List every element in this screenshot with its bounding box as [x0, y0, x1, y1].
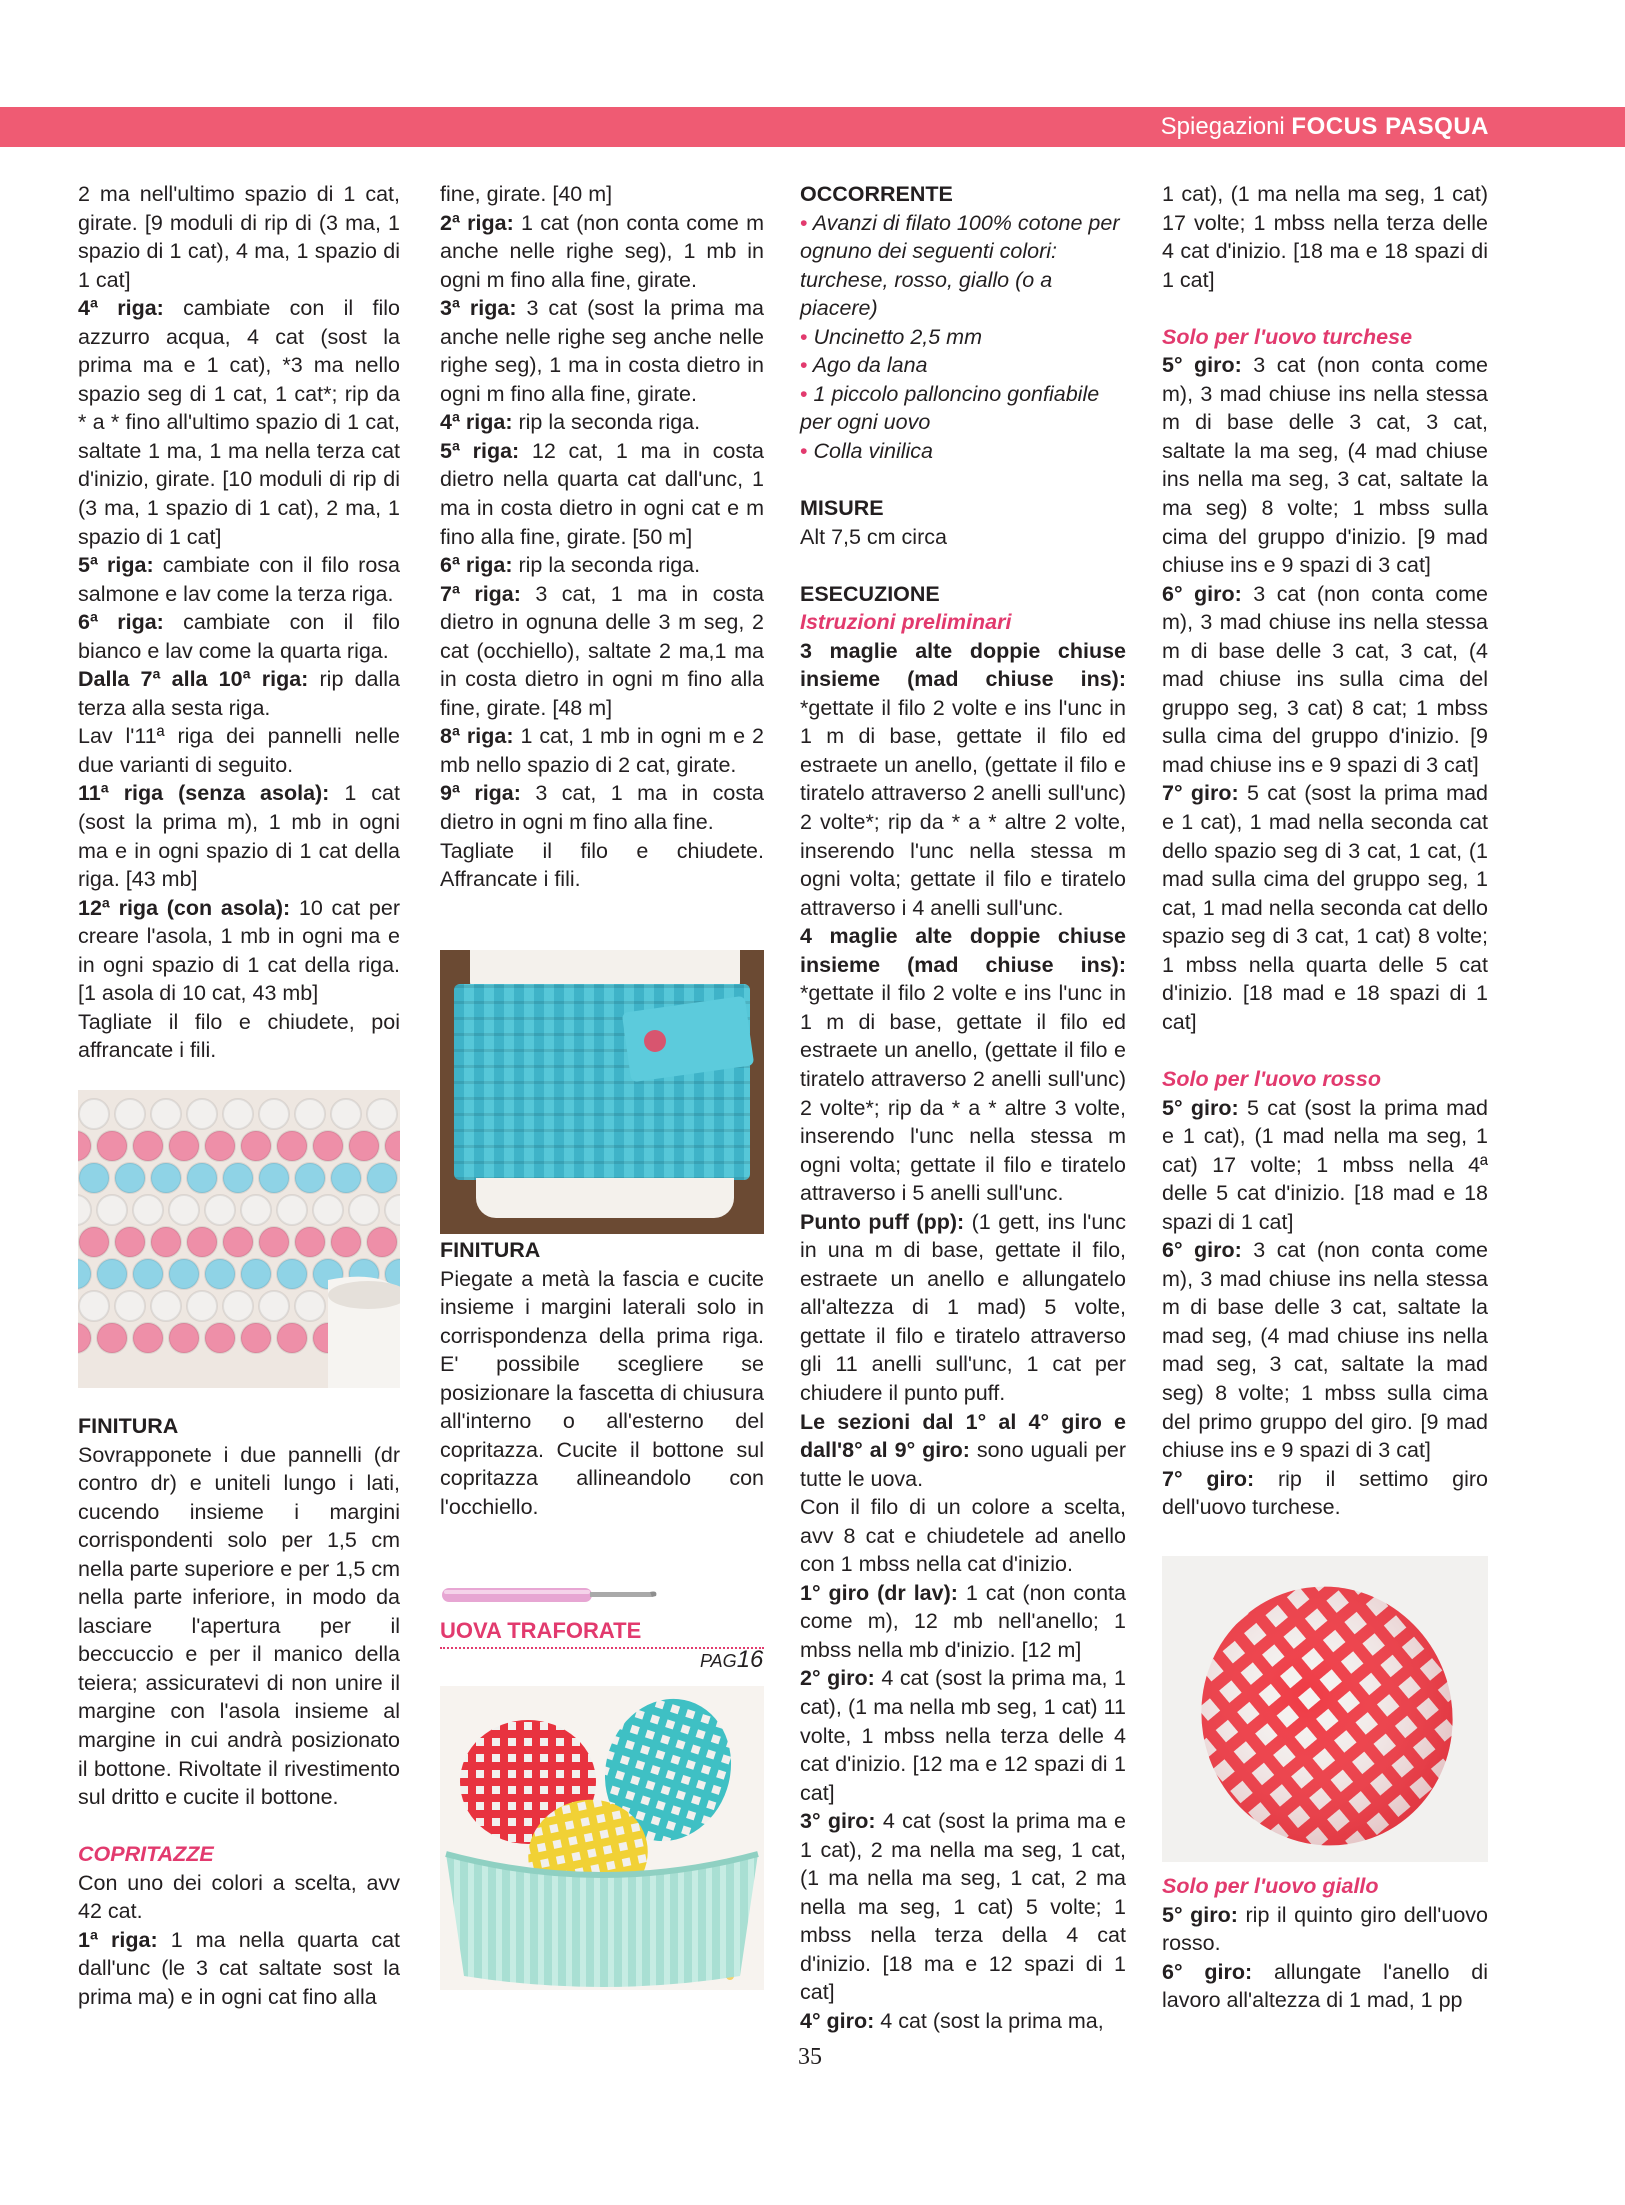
paragraph: [440, 722, 764, 779]
round-text: allungate l'anello di lavoro all'altezza di 1 mad, 1 pp: [1162, 1959, 1488, 2013]
granny-cluster: [115, 1163, 145, 1193]
paragraph: [440, 580, 764, 723]
row-text: 3 cat, 1 ma in costa dietro in ogni m fino alla fine.: [440, 781, 765, 835]
red-egg-illustration: [1162, 1556, 1488, 1862]
granny-cluster: [97, 1259, 127, 1289]
term-label: Punto puff (pp):: [800, 1209, 965, 1234]
row-text: 1 cat (non conta come m anche nelle righe seg), 1 mb in ogni m fino alla fine, girate.: [440, 210, 765, 292]
uova-traforate-title: UOVA TRAFORATE: [440, 1618, 642, 1643]
paragraph: [78, 779, 400, 893]
paragraph: [800, 1664, 1126, 1807]
row-label: 6ª riga:: [440, 553, 513, 578]
paragraph: [78, 1926, 400, 2012]
row-text: 1 cat, 1 mb in ogni m e 2 mb nello spazio di 2 cat, girate.: [440, 724, 765, 777]
cup-cosy-photo: [440, 950, 764, 1234]
granny-cluster: [277, 1323, 307, 1353]
paragraph: Sovrapponete i due pannelli (dr contro dr) e uniteli lungo i lati, cucendo insieme i margini corrispondenti solo per 1,5 cm nella parte superiore e per 1,5 cm nella parte inferiore, in modo da lasciare l'apertura per il beccuccio e per il manico della teiera; assicuratevi di non unire il margine con l'asola insieme al margine in cui andrà posizionato il bottone. Rivoltate il rivestimento sul dritto e cucite il bottone.: [78, 1442, 400, 1810]
granny-cluster: [205, 1259, 235, 1289]
round-label: 3° giro:: [800, 1809, 876, 1834]
column-4-bottom: [1162, 1872, 1488, 2015]
round-text: 1 cat (non conta come m), 12 mb nell'anello; 1 mbss nella mb d'inizio. [12 m]: [800, 1580, 1126, 1662]
paragraph: fine, girate. [40 m]: [440, 182, 613, 206]
round-text: 5 cat (sost la prima mad e 1 cat), (1 mad nella ma seg, 1 cat) 17 volte; 1 mbss nella 4ª delle 5 cat d'inizio. [18 mad e 18 spazi di 1 cat]: [1162, 1095, 1489, 1234]
granny-cluster: [115, 1099, 145, 1129]
column-4-top: [1162, 180, 1488, 1522]
list-item-text: Avanzi di filato 100% cotone per ognuno dei seguenti colori: turchese, rosso, giallo (o a piacere): [800, 210, 1120, 321]
list-item: [800, 351, 1126, 380]
round-label: 6° giro:: [1162, 1959, 1253, 1984]
crochet-hook-icon: [440, 1580, 660, 1610]
eggs-illustration: [440, 1686, 764, 1990]
granny-cluster: [97, 1131, 127, 1161]
row-text: cambiate con il filo bianco e lav come la quarta riga.: [78, 610, 400, 663]
paragraph: Alt 7,5 cm circa: [800, 524, 947, 549]
row-label: 6ª riga:: [78, 610, 164, 635]
paragraph: Con uno dei colori a scelta, avv 42 cat.: [78, 1870, 400, 1924]
granny-cluster: [313, 1131, 343, 1161]
row-text: rip dalla terza alla sesta riga.: [78, 667, 400, 720]
granny-cluster: [133, 1259, 163, 1289]
subsection-title: Istruzioni preliminari: [800, 610, 1012, 635]
granny-cluster: [295, 1227, 325, 1257]
row-label: 3ª riga:: [440, 296, 517, 321]
granny-cluster: [295, 1291, 325, 1321]
term-text: sono uguali per tutte le uova.: [800, 1438, 1126, 1491]
paragraph: [440, 408, 764, 437]
granny-cluster: [331, 1099, 361, 1129]
paragraph: [800, 1579, 1126, 1665]
granny-cluster: [187, 1099, 217, 1129]
granny-cluster: [223, 1099, 253, 1129]
row-text: 3 cat (sost la prima ma anche nelle righe seg anche nelle righe seg), 1 ma in costa dietro in ogni m fino alla fine, girate.: [440, 296, 764, 406]
round-text: 3 cat (non conta come m), 3 mad chiuse ins nella stessa m di base delle 3 cat, 3 cat, (4 mad chiuse ins sulla cima del gruppo seg, 3 cat) 8 cat; 1 mbss sulla cima del gruppo d'inizio. [9 mad chiuse ins e 9 spazi di 3 cat]: [1162, 581, 1488, 777]
paragraph: Tagliate il filo e chiudete. Affrancate i fili.: [440, 838, 764, 892]
round-text: rip il quinto giro dell'uovo rosso.: [1162, 1902, 1488, 1956]
list-item-text: 1 piccolo palloncino gonfiabile per ogni uovo: [800, 381, 1100, 435]
granny-cluster: [313, 1195, 343, 1225]
list-item-text: Ago da lana: [812, 353, 928, 378]
term-label: 4 maglie alte doppie chiuse insieme (mad chiuse ins):: [800, 924, 1126, 977]
paragraph: [78, 551, 400, 608]
row-text: cambiate con il filo rosa salmone e lav come la terza riga.: [78, 553, 400, 606]
paragraph: [440, 209, 764, 295]
round-label: 7° giro:: [1162, 781, 1239, 806]
paragraph: Con il filo di un colore a scelta, avv 8 cat e chiudetele ad anello con 1 mbss nella cat d'inizio.: [800, 1495, 1126, 1577]
header-band: [0, 107, 1625, 147]
granny-cluster: [349, 1131, 379, 1161]
term-label: 3 maglie alte doppie chiuse insieme (mad chiuse ins):: [800, 638, 1126, 692]
granny-cluster: [241, 1195, 271, 1225]
bullet-icon: •: [800, 210, 808, 235]
granny-cluster: [205, 1323, 235, 1353]
granny-cluster: [367, 1099, 397, 1129]
granny-cluster: [331, 1227, 361, 1257]
section-title-finitura: FINITURA: [78, 1414, 179, 1438]
list-item: [800, 323, 1126, 352]
header-title: FOCUS PASQUA: [1291, 113, 1489, 140]
paragraph: [1162, 1465, 1488, 1522]
row-text: 12 cat, 1 ma in costa dietro nella quarta cat dall'unc, 1 ma in costa dietro in ogni cat e m fino alla fine, girate. [50 m]: [440, 438, 764, 549]
row-label: 5ª riga:: [78, 553, 154, 578]
red-egg-photo: [1162, 1556, 1488, 1862]
granny-cluster: [259, 1163, 289, 1193]
page-number: 35: [798, 2044, 822, 2070]
bullet-icon: •: [800, 381, 808, 406]
bullet-icon: •: [800, 324, 808, 349]
pag-number: 16: [736, 1646, 764, 1673]
round-label: 7° giro:: [1162, 1466, 1255, 1491]
granny-cluster: [295, 1099, 325, 1129]
granny-cluster: [97, 1323, 127, 1353]
granny-cluster: [223, 1291, 253, 1321]
granny-cluster: [331, 1163, 361, 1193]
round-text: 5 cat (sost la prima mad e 1 cat), 1 mad nella seconda cat dello spazio seg di 3 cat, 1 cat, (1 mad sulla cima del gruppo seg, 1 cat, 1 mad nella seconda cat dello spazio seg di 3 cat, 1 cat) 8 volte; 1 mbss nella quarta delle 5 cat d'inizio. [18 mad e 18 spazi di 1 cat]: [1162, 781, 1489, 1034]
paragraph: Piegate a metà la fascia e cucite insieme i margini laterali solo in corrispondenza della prima riga. E' possibile scegliere se posizionare la fascetta di chiusura all'interno o all'esterno del copritazza. Cucite il bottone sul copritazza allineandolo con l'occhiello.: [440, 1266, 764, 1519]
round-text: 3 cat (non conta come m), 3 mad chiuse ins nella stessa m di base delle 3 cat, saltate la mad seg, (4 mad chiuse ins nella mad seg, 3 cat, saltate la mad seg) 8 volte; 1 mbss sulla cima del primo gruppo del giro. [9 mad chiuse ins e 9 spazi di 3 cat]: [1162, 1238, 1488, 1463]
granny-cluster: [367, 1227, 397, 1257]
paragraph: [440, 551, 764, 580]
row-label: 4ª riga:: [440, 410, 513, 435]
section-title-occorrente: OCCORRENTE: [800, 182, 953, 206]
pag-prefix: PAG: [700, 1651, 737, 1671]
paragraph: [78, 294, 400, 551]
granny-cluster: [295, 1163, 325, 1193]
granny-cluster: [79, 1227, 109, 1257]
row-text: cambiate con il filo azzurro acqua, 4 cat (sost la prima ma e 1 cat), *3 ma nello spazio seg di 1 cat, 1 cat*; rip da * a * fino all'ultimo spazio di 1 cat, saltate 1 ma, 1 ma nella terza cat d'inizio, girate. [10 moduli di rip di (3 ma, 1 spazio di 1 cat), 2 ma, 1 spazio di 1 cat]: [78, 296, 400, 549]
row-label: 4ª riga:: [78, 296, 164, 321]
section-title-finitura-2: FINITURA: [440, 1238, 541, 1262]
bullet-icon: •: [800, 353, 808, 378]
granny-cluster: [223, 1163, 253, 1193]
list-item-text: Uncinetto 2,5 mm: [813, 324, 982, 349]
row-text: 1 cat (sost la prima m), 1 mb in ogni ma e in ogni spazio di 1 cat della riga. [43 mb]: [78, 781, 400, 892]
granny-cluster: [151, 1227, 181, 1257]
paragraph: 1 cat), (1 ma nella ma seg, 1 cat) 17 volte; 1 mbss nella terza delle 4 cat d'inizio. [18 ma e 18 spazi di 1 cat]: [1162, 182, 1488, 292]
granny-cluster: [133, 1195, 163, 1225]
paragraph: [800, 2007, 1126, 2036]
round-label: 6° giro:: [1162, 581, 1242, 606]
list-item: [800, 437, 1126, 466]
row-text: rip la seconda riga.: [512, 553, 701, 578]
round-label: 5° giro:: [1162, 1095, 1239, 1120]
granny-cluster: [115, 1227, 145, 1257]
row-text: 3 cat, 1 ma in costa dietro in ognuna delle 3 m seg, 2 cat (occhiello), saltate 2 ma,1 ma in costa dietro in ogni m fino alla fine, girate. [48 m]: [440, 581, 765, 720]
granny-cluster: [241, 1259, 271, 1289]
paragraph: [1162, 1901, 1488, 1958]
granny-cluster: [97, 1195, 127, 1225]
round-text: 4 cat (sost la prima ma, 1 cat), (1 ma nella mb seg, 1 cat) 11 volte, 1 mbss nella terza delle 4 cat d'inizio. [12 ma e 12 spazi di 1 cat]: [800, 1666, 1126, 1805]
running-header: [1161, 111, 1489, 143]
row-label: 8ª riga:: [440, 724, 514, 749]
round-text: 3 cat (non conta come m), 3 mad chiuse ins nella stessa m di base delle 3 cat, 3 cat, saltate la ma seg, (4 mad chiuse ins nella ma seg, 3 cat, saltate la ma seg) 8 volte; 1 mbss sulla cima del gruppo d'inizio. [9 mad chiuse ins e 9 spazi di 3 cat]: [1162, 353, 1488, 578]
granny-cluster: [79, 1291, 109, 1321]
row-text: 1 ma nella quarta cat dall'unc (le 3 cat saltate sost la prima ma) e in ogni cat fino alla: [78, 1927, 400, 2009]
granny-cluster: [79, 1099, 109, 1129]
row-label: 1ª riga:: [78, 1927, 158, 1952]
round-label: 5° giro:: [1162, 353, 1242, 378]
paragraph: Tagliate il filo e chiudete, poi affrancate i fili.: [78, 1009, 400, 1063]
paragraph: Lav l'11ª riga dei pannelli nelle due varianti di seguito.: [78, 724, 400, 777]
paragraph: [800, 637, 1126, 922]
column-2-bottom: [440, 1236, 764, 1521]
row-label: Dalla 7ª alla 10ª riga:: [78, 667, 309, 692]
paragraph: [1162, 1094, 1488, 1237]
round-label: 2° giro:: [800, 1666, 875, 1691]
column-1-top: [78, 180, 400, 1065]
row-label: 5ª riga:: [440, 438, 520, 463]
paragraph: [440, 294, 764, 408]
round-label: 1° giro (dr lav):: [800, 1580, 958, 1605]
paragraph: [1162, 1236, 1488, 1464]
page-reference: [700, 1646, 763, 1674]
paragraph: [800, 922, 1126, 1207]
granny-cluster: [79, 1163, 109, 1193]
granny-cluster: [169, 1259, 199, 1289]
granny-cluster: [151, 1163, 181, 1193]
subsection-title-turchese: Solo per l'uovo turchese: [1162, 324, 1413, 349]
eggs-bowl-photo: [440, 1686, 764, 1990]
round-text: rip il settimo giro dell'uovo turchese.: [1162, 1466, 1488, 1520]
header-section: Spiegazioni: [1160, 113, 1285, 140]
paragraph: [440, 779, 764, 836]
column-1-bottom: [78, 1412, 400, 2011]
granny-cluster: [151, 1099, 181, 1129]
term-text: (1 gett, ins l'unc in una m di base, gettate il filo, estraete un anello e allungatelo all'altezza di 1 mad) 5 volte, gettate il filo e tiratelo attraverso gli 11 anelli sull'unc, 1 cat per chiudere il punto puff.: [800, 1209, 1126, 1405]
granny-cluster: [169, 1131, 199, 1161]
paragraph: [78, 608, 400, 665]
paragraph: [440, 437, 764, 551]
granny-cluster: [205, 1131, 235, 1161]
paragraph: [78, 665, 400, 722]
row-text: 10 cat per creare l'asola, 1 mb in ogni ma e in ogni spazio di 1 cat della riga. [1 asola di 10 cat, 43 mb]: [78, 895, 400, 1006]
section-title-misure: MISURE: [800, 496, 884, 521]
paragraph: [1162, 779, 1488, 1036]
granny-cluster: [133, 1131, 163, 1161]
granny-cluster: [187, 1227, 217, 1257]
round-label: 6° giro:: [1162, 1238, 1242, 1263]
row-label: 12ª riga (con asola):: [78, 895, 291, 920]
column-2-top: [440, 180, 764, 894]
row-label: 7ª riga:: [440, 581, 521, 606]
paragraph: [1162, 1958, 1488, 2015]
term-text: *gettate il filo 2 volte e ins l'unc in 1 m di base, gettate il filo ed estraete un anello, (gettate il filo e tiratelo attraverso 2 anelli sull'unc) 2 volte*; rip da * a * altre 3 volte, inserendo l'unc nella stessa m ogni volta; gettate il filo e tiratelo attraverso i 5 anelli sull'unc.: [800, 981, 1126, 1206]
row-label: 2ª riga:: [440, 210, 514, 235]
tea-cosy-photo: [78, 1090, 400, 1388]
bullet-icon: •: [800, 438, 808, 463]
granny-cluster: [223, 1227, 253, 1257]
granny-cluster: [277, 1195, 307, 1225]
list-item: [800, 209, 1126, 323]
hook-drawing: [440, 1580, 660, 1610]
granny-cluster: [115, 1291, 145, 1321]
row-label: 11ª riga (senza asola):: [78, 781, 330, 806]
paragraph: [800, 1208, 1126, 1408]
sleeve-button: [644, 1030, 666, 1052]
granny-cluster: [259, 1099, 289, 1129]
granny-cluster: [241, 1131, 271, 1161]
term-label: Le sezioni dal 1° al 4° giro e dall'8° al 9° giro:: [800, 1409, 1126, 1463]
granny-cluster: [259, 1227, 289, 1257]
column-3: [800, 180, 1126, 2036]
granny-cluster: [151, 1291, 181, 1321]
round-label: 5° giro:: [1162, 1902, 1238, 1927]
round-label: 4° giro:: [800, 2009, 875, 2033]
granny-cluster: [187, 1163, 217, 1193]
granny-cluster: [277, 1259, 307, 1289]
granny-cluster: [205, 1195, 235, 1225]
granny-cluster: [349, 1195, 379, 1225]
subsection-title-giallo: Solo per l'uovo giallo: [1162, 1874, 1379, 1898]
row-label: 9ª riga:: [440, 781, 521, 806]
round-text: 4 cat (sost la prima ma e 1 cat), 2 ma nella ma seg, 1 cat, (1 ma nella ma seg, 1 cat, 2 ma nella ma seg, 1 cat) 5 volte; 1 mbss nella terza della 4 cat d'inizio. [18 ma e 12 spazi di 1 cat]: [800, 1809, 1126, 2005]
paragraph: [78, 894, 400, 1008]
subsection-title-rosso: Solo per l'uovo rosso: [1162, 1066, 1381, 1091]
granny-cluster: [241, 1323, 271, 1353]
list-item-text: Colla vinilica: [813, 438, 934, 463]
granny-cluster: [277, 1131, 307, 1161]
cup-base: [476, 1178, 734, 1218]
granny-cluster: [169, 1323, 199, 1353]
granny-cluster: [367, 1163, 397, 1193]
paragraph: [800, 1408, 1126, 1494]
section-title-esecuzione: ESECUZIONE: [800, 581, 940, 606]
granny-cluster: [133, 1323, 163, 1353]
paragraph: [1162, 351, 1488, 579]
paragraph: [1162, 580, 1488, 780]
tea-cosy-illustration: [78, 1090, 400, 1388]
list-item: [800, 380, 1126, 437]
round-text: 4 cat (sost la prima ma,: [874, 2009, 1104, 2033]
granny-cluster: [187, 1291, 217, 1321]
row-text: rip la seconda riga.: [512, 410, 701, 435]
granny-cluster: [169, 1195, 199, 1225]
term-text: *gettate il filo 2 volte e ins l'unc in 1 m di base, gettate il filo ed estraete un anello, (gettate il filo e tiratelo attraverso 2 anelli sull'unc) 2 volte*; rip da * a * altre 2 volte, inserendo l'unc nella stessa m ogni volta; gettate il filo e tiratelo attraverso i 4 anelli sull'unc.: [800, 695, 1126, 920]
paragraph: 2 ma nell'ultimo spazio di 1 cat, girate. [9 moduli di rip di (3 ma, 1 spazio di 1 cat), 4 ma, 1 spazio di 1 cat]: [78, 182, 400, 292]
paragraph: [800, 1807, 1126, 2007]
section-title-copritazze: COPRITAZZE: [78, 1842, 214, 1867]
granny-cluster: [259, 1291, 289, 1321]
